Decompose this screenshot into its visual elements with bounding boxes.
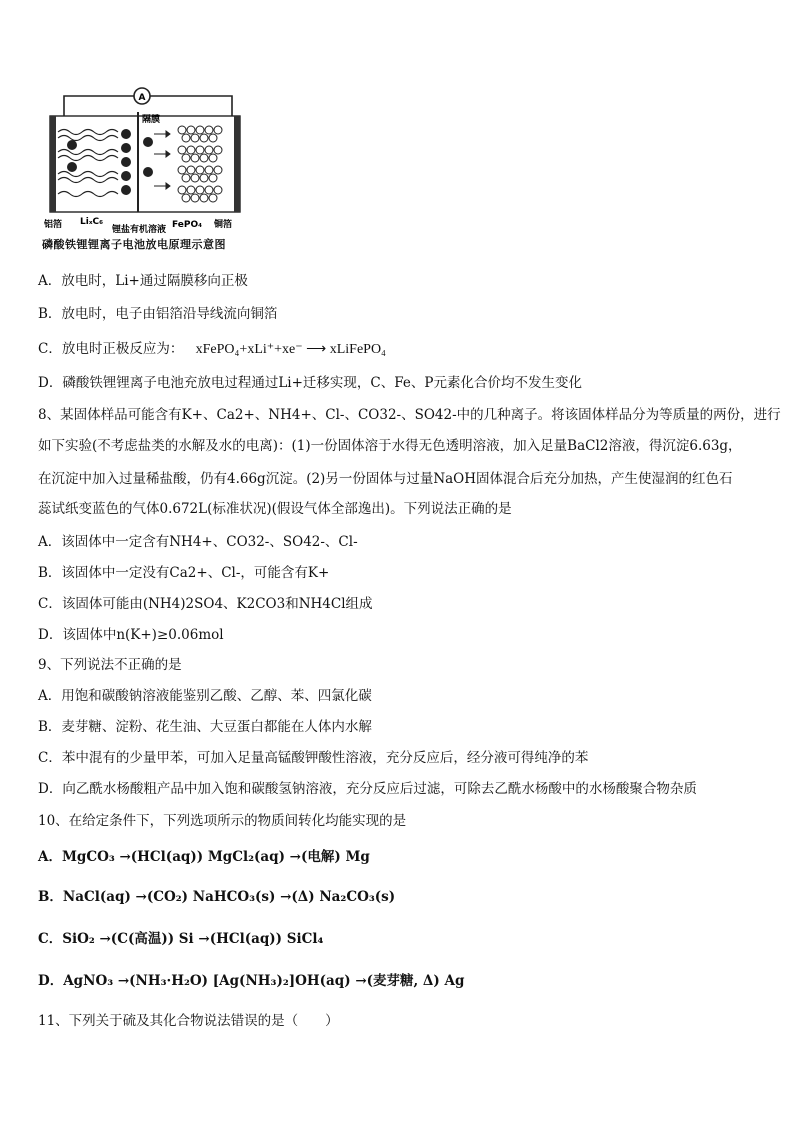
cathode-label: 铜箔 xyxy=(214,220,233,230)
q9-option-d: D．向乙酰水杨酸粗产品中加入饱和碳酸氢钠溶液，充分反应后过滤，可除去乙酰水杨酸中的水杨酸聚合物杂质 xyxy=(38,781,697,797)
q8-stem-1: 8、某固体样品可能含有K+、Ca2+、NH4+、Cl-、CO32-、SO42-中的几种离子。将该固体样品分为等质量的两份，进行 xyxy=(38,407,781,423)
q10-stem: 10、在给定条件下，下列选项所示的物质间转化均能实现的是 xyxy=(38,813,407,829)
q7-c-prefix: C．放电时正极反应为： xyxy=(38,341,184,357)
q10-option-b: B．NaCl(aq) →(CO₂) NaHCO₃(s) →(Δ) Na₂CO₃(s) xyxy=(38,889,396,905)
anode-label: 铝箔 xyxy=(44,220,63,230)
cathode-foil xyxy=(234,116,240,212)
q8-stem-3: 在沉淀中加入过量稀盐酸，仍有4.66g沉淀。(2)另一份固体与过量NaOH固体混合后充分加热，产生使湿润的红色石 xyxy=(38,471,733,487)
q9-option-b: B．麦芽糖、淀粉、花生油、大豆蛋白都能在人体内水解 xyxy=(38,719,372,735)
q8-option-c: C．该固体可能由(NH4)2SO4、K2CO3和NH4Cl组成 xyxy=(38,596,373,612)
q9-option-c: C．苯中混有的少量甲苯，可加入足量高锰酸钾酸性溶液，充分反应后，经分液可得纯净的苯 xyxy=(38,750,589,766)
q7-b-text: B．放电时，电子由铝箔沿导线流向铜箔 xyxy=(38,306,278,322)
q7-option-b xyxy=(38,305,764,323)
diagram-caption: 磷酸铁锂锂离子电池放电原理示意图 xyxy=(42,238,226,251)
membrane-label: 隔膜 xyxy=(142,115,161,125)
q10-option-d: D．AgNO₃ →(NH₃·H₂O) [Ag(NH₃)₂]OH(aq) →(麦芽糖, Δ) Ag xyxy=(38,973,465,989)
q7-d-text: D．磷酸铁锂锂离子电池充放电过程通过Li+迁移实现，C、Fe、P元素化合价均不发生变化 xyxy=(38,375,582,391)
q8-option-a: A．该固体中一定含有NH4+、CO32-、SO42-、Cl- xyxy=(38,534,358,550)
q8-option-b: B．该固体中一定没有Ca2+、Cl-，可能含有K+ xyxy=(38,565,330,581)
q7-option-c xyxy=(38,340,764,359)
cathode-material: FePO₄ xyxy=(172,220,203,230)
battery-diagram xyxy=(42,82,246,252)
q7-a-text: A．放电时，Li+通过隔膜移向正极 xyxy=(38,273,248,289)
anode-foil xyxy=(50,116,56,212)
q8-option-d: D．该固体中n(K+)≥0.06mol xyxy=(38,627,224,643)
q11-stem: 11、下列关于硫及其化合物说法错误的是（ ） xyxy=(38,1013,339,1029)
ammeter-label: A xyxy=(138,93,146,103)
q9-option-a: A．用饱和碳酸钠溶液能鉴别乙酸、乙醇、苯、四氯化碳 xyxy=(38,688,372,704)
q7-option-d xyxy=(38,374,764,392)
q8-stem-2: 如下实验(不考虑盐类的水解及水的电离)：(1)一份固体溶于水得无色透明溶液，加入足量BaCl2溶液，得沉淀6.63g， xyxy=(38,438,742,454)
electrolyte-label: 锂盐有机溶液 xyxy=(112,225,167,235)
anode-material: LiₓC₆ xyxy=(80,217,104,227)
q7-option-a xyxy=(38,272,764,290)
q10-option-a: A．MgCO₃ →(HCl(aq)) MgCl₂(aq) →(电解) Mg xyxy=(38,849,370,865)
q10-option-c: C．SiO₂ →(C(高温)) Si →(HCl(aq)) SiCl₄ xyxy=(38,931,324,947)
q9-stem: 9、下列说法不正确的是 xyxy=(38,657,182,673)
q8-stem-4: 蕊试纸变蓝色的气体0.672L(标准状况)(假设气体全部逸出)。下列说法正确的是 xyxy=(38,501,512,517)
q7-c-equation: xFePO₄+xLi⁺+xe⁻ ⟶ xLiFePO₄ xyxy=(195,342,386,357)
